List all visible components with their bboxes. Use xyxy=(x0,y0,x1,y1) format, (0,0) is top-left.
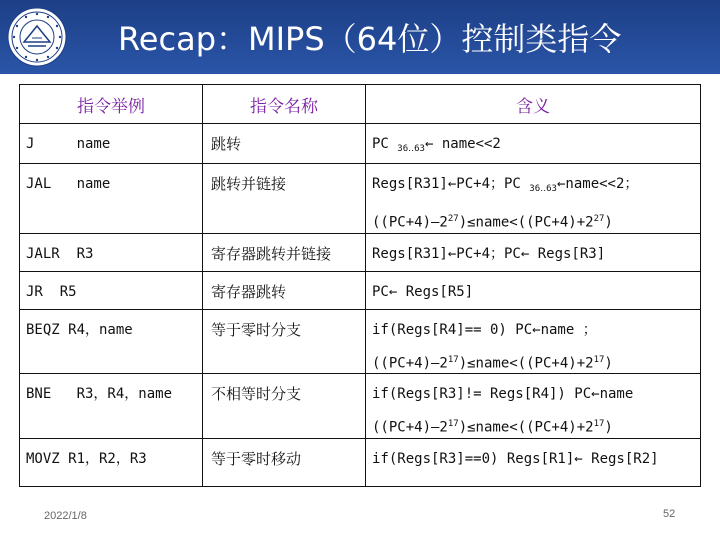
meaning-line-2: $((PC+4)—2^{27})\le name<((PC+4)+2^{27})$ xyxy=(372,214,613,231)
row-example: BEQZ R4，name xyxy=(20,309,203,374)
meaning-line: if(Regs[R3]!= Regs[R4]) PC←name xyxy=(372,386,634,403)
row-name: 跳转 xyxy=(203,124,366,164)
row-meaning xyxy=(366,233,701,271)
row-meaning xyxy=(366,271,701,309)
meaning-line: Regs[R31]←PC+4；PC← Regs[R3] xyxy=(372,245,606,262)
table-row xyxy=(20,271,701,309)
meaning-line: PC $_{36‥63}$← name<<2 xyxy=(372,136,501,154)
meaning-line-2: $((PC+4)—2^{17})\le name<((PC+4)+2^{17})$ xyxy=(372,354,613,372)
table-row xyxy=(20,374,701,439)
table-row xyxy=(20,164,701,234)
university-logo xyxy=(6,6,68,68)
meaning-line: PC← Regs[R5] xyxy=(372,283,474,300)
row-meaning xyxy=(366,309,701,374)
page-number: 52 xyxy=(663,508,676,520)
row-meaning xyxy=(366,438,701,486)
instruction-table xyxy=(19,84,701,487)
table-row xyxy=(20,438,701,486)
row-name: 等于零时分支 xyxy=(203,309,366,374)
slide-title: Recap：MIPS（64位）控制类指令 xyxy=(118,20,622,58)
table-header-row xyxy=(20,85,701,124)
row-meaning xyxy=(366,124,701,164)
header-name: 指令名称 xyxy=(203,85,366,124)
meaning-line: if(Regs[R3]==0) Regs[R1]← Regs[R2] xyxy=(372,450,659,467)
table-row xyxy=(20,124,701,164)
row-name: 不相等时分支 xyxy=(203,374,366,439)
header-example: 指令举例 xyxy=(20,85,203,124)
meaning-line: if(Regs[R4]== 0) PC←name ； xyxy=(372,321,597,338)
row-meaning xyxy=(366,374,701,439)
row-name: 寄存器跳转 xyxy=(203,271,366,309)
table-row xyxy=(20,233,701,271)
row-example: MOVZ R1，R2，R3 xyxy=(20,438,203,486)
row-example: JALR R3 xyxy=(20,233,203,271)
meaning-line-2: $((PC+4)—2^{17})\le name<((PC+4)+2^{17})$ xyxy=(372,419,613,436)
row-example: J name xyxy=(20,124,203,164)
row-example: JAL name xyxy=(20,164,203,234)
row-name: 跳转并链接 xyxy=(203,164,366,234)
slide-date: 2022/1/8 xyxy=(44,510,87,522)
slide-header xyxy=(0,0,720,74)
row-meaning xyxy=(366,164,701,234)
table-row xyxy=(20,309,701,374)
meaning-line: Regs[R31]←PC+4；PC $_{36‥63}$←name<<2； xyxy=(372,176,639,194)
row-example: JR R5 xyxy=(20,271,203,309)
row-name: 等于零时移动 xyxy=(203,438,366,486)
header-meaning: 含义 xyxy=(366,85,701,124)
row-example: BNE R3，R4，name xyxy=(20,374,203,439)
row-name: 寄存器跳转并链接 xyxy=(203,233,366,271)
